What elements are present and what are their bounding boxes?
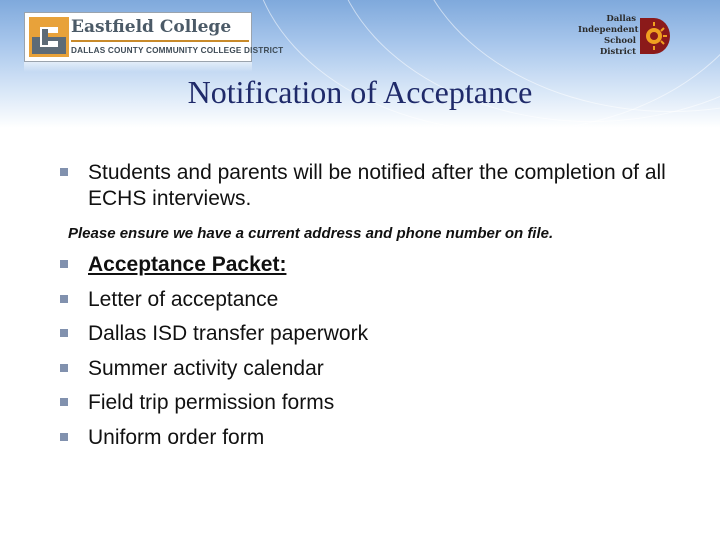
acceptance-list xyxy=(60,252,700,459)
intro-list xyxy=(60,160,700,218)
logo-divider xyxy=(71,40,249,42)
list-item-label: Field trip permission forms xyxy=(88,391,335,414)
college-district: DALLAS COUNTY COMMUNITY COLLEGE DISTRICT xyxy=(71,46,284,55)
list-item-label: Summer activity calendar xyxy=(88,356,324,380)
address-note: Please ensure we have a current address and phone number on file. xyxy=(68,225,554,242)
list-item xyxy=(60,356,700,391)
list-item-label: Dallas ISD transfer paperwork xyxy=(88,322,369,345)
list-item-label: Uniform order form xyxy=(88,425,265,449)
disd-text xyxy=(578,14,639,58)
bullet-icon xyxy=(60,260,68,268)
eastfield-logo-icon xyxy=(29,17,69,57)
acceptance-packet-heading: Acceptance Packet: xyxy=(88,253,287,276)
list-item xyxy=(60,252,700,287)
list-item xyxy=(60,287,700,322)
list-item xyxy=(60,390,700,425)
disd-line: School xyxy=(603,36,636,46)
disd-line: Dallas xyxy=(606,14,636,24)
page-title: Notification of Acceptance xyxy=(187,74,533,110)
list-item-label: Letter of acceptance xyxy=(88,287,279,311)
list-item xyxy=(60,425,700,460)
bullet-icon xyxy=(60,168,68,176)
disd-line: Independent xyxy=(578,25,639,35)
disd-line: District xyxy=(599,47,636,57)
college-name: Eastfield College xyxy=(71,17,232,37)
disd-logo xyxy=(578,14,674,60)
intro-text: Students and parents will be notified after the completion of all ECHS interviews. xyxy=(88,161,666,210)
bullet-icon xyxy=(60,364,68,372)
bullet-icon xyxy=(60,433,68,441)
bullet-icon xyxy=(60,295,68,303)
bullet-icon xyxy=(60,329,68,337)
list-item xyxy=(60,160,700,218)
eastfield-college-logo xyxy=(24,12,284,62)
disd-emblem-icon xyxy=(638,16,672,56)
bullet-icon xyxy=(60,398,68,406)
list-item xyxy=(60,321,700,356)
